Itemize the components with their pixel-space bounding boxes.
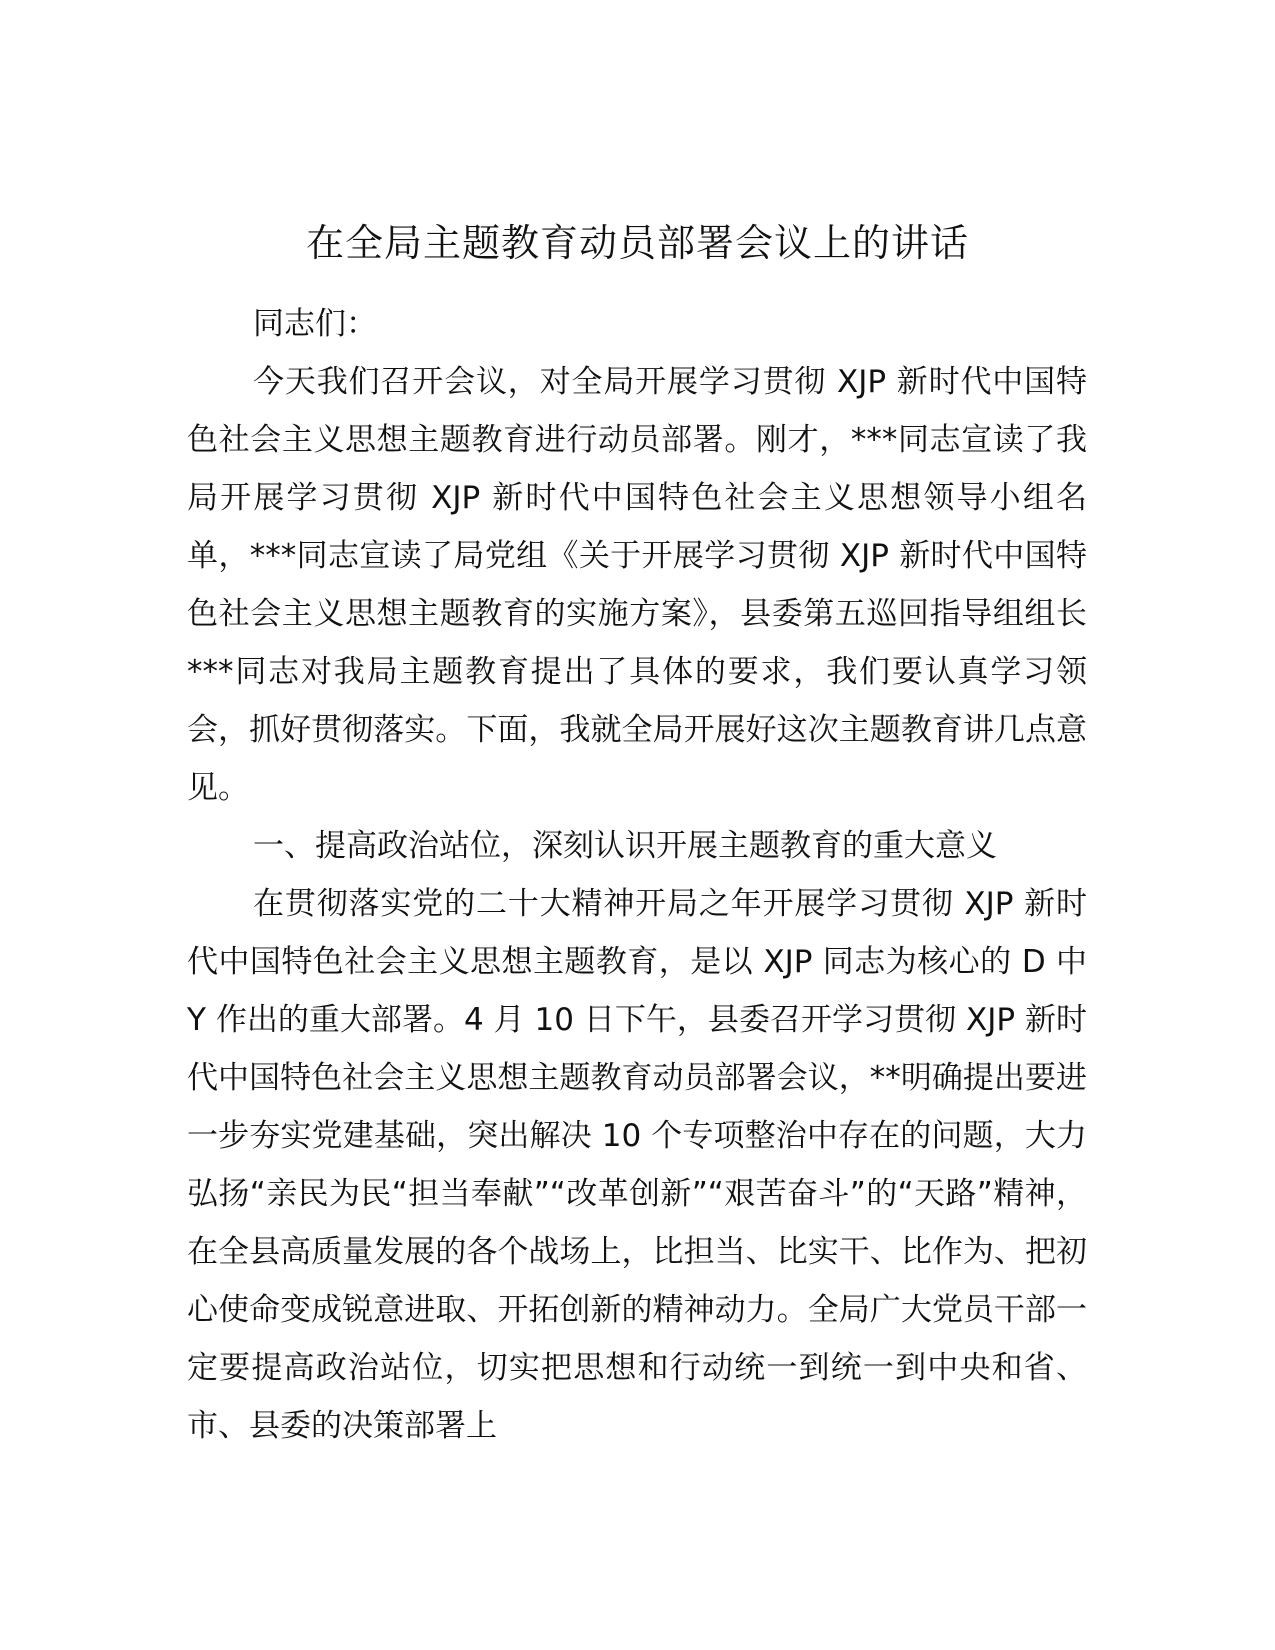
- section-heading-1: 一、提高政治站位，深刻认识开展主题教育的重大意义: [253, 828, 997, 864]
- document-title: 在全局主题教育动员部署会议上的讲话: [305, 221, 969, 265]
- greeting: 同志们：: [253, 306, 377, 342]
- document-body: [187, 295, 1087, 1455]
- paragraph-significance: 在贯彻落实党的二十大精神开局之年开展学习贯彻 XJP 新时代中国特色社会主义思想主题教育，是以 XJP 同志为核心的 D 中 Y 作出的重大部署。4 月 10 日下午，县委召开学习贯彻 XJP 新时代中国特色社会主义思想主题教育动员部署会议，**明确提出要进一步夯实党建基础，突出解决 10 个专项整治中存在的问题，大力弘扬“亲民为民“担当奉献”“改革创新”“艰苦奋斗”的“天路”精神，在全县高质量发展的各个战场上，比担当、比实干、比作为、把初心使命变成锐意进取、开拓创新的精神动力。全局广大党员干部一定要提高政治站位，切实把思想和行动统一到统一到中央和省、市、县委的决策部署上: [187, 886, 1087, 1444]
- paragraph-intro: 今天我们召开会议，对全局开展学习贯彻 XJP 新时代中国特色社会主义思想主题教育进行动员部署。刚才，***同志宣读了我局开展学习贯彻 XJP 新时代中国特色社会主义思想领导小组名单，***同志宣读了局党组《关于开展学习贯彻 XJP 新时代中国特色社会主义思想主题教育的实施方案》，县委第五巡回指导组组长***同志对我局主题教育提出了具体的要求，我们要认真学习领会，抓好贯彻落实。下面，我就全局开展好这次主题教育讲几点意见。: [187, 364, 1087, 806]
